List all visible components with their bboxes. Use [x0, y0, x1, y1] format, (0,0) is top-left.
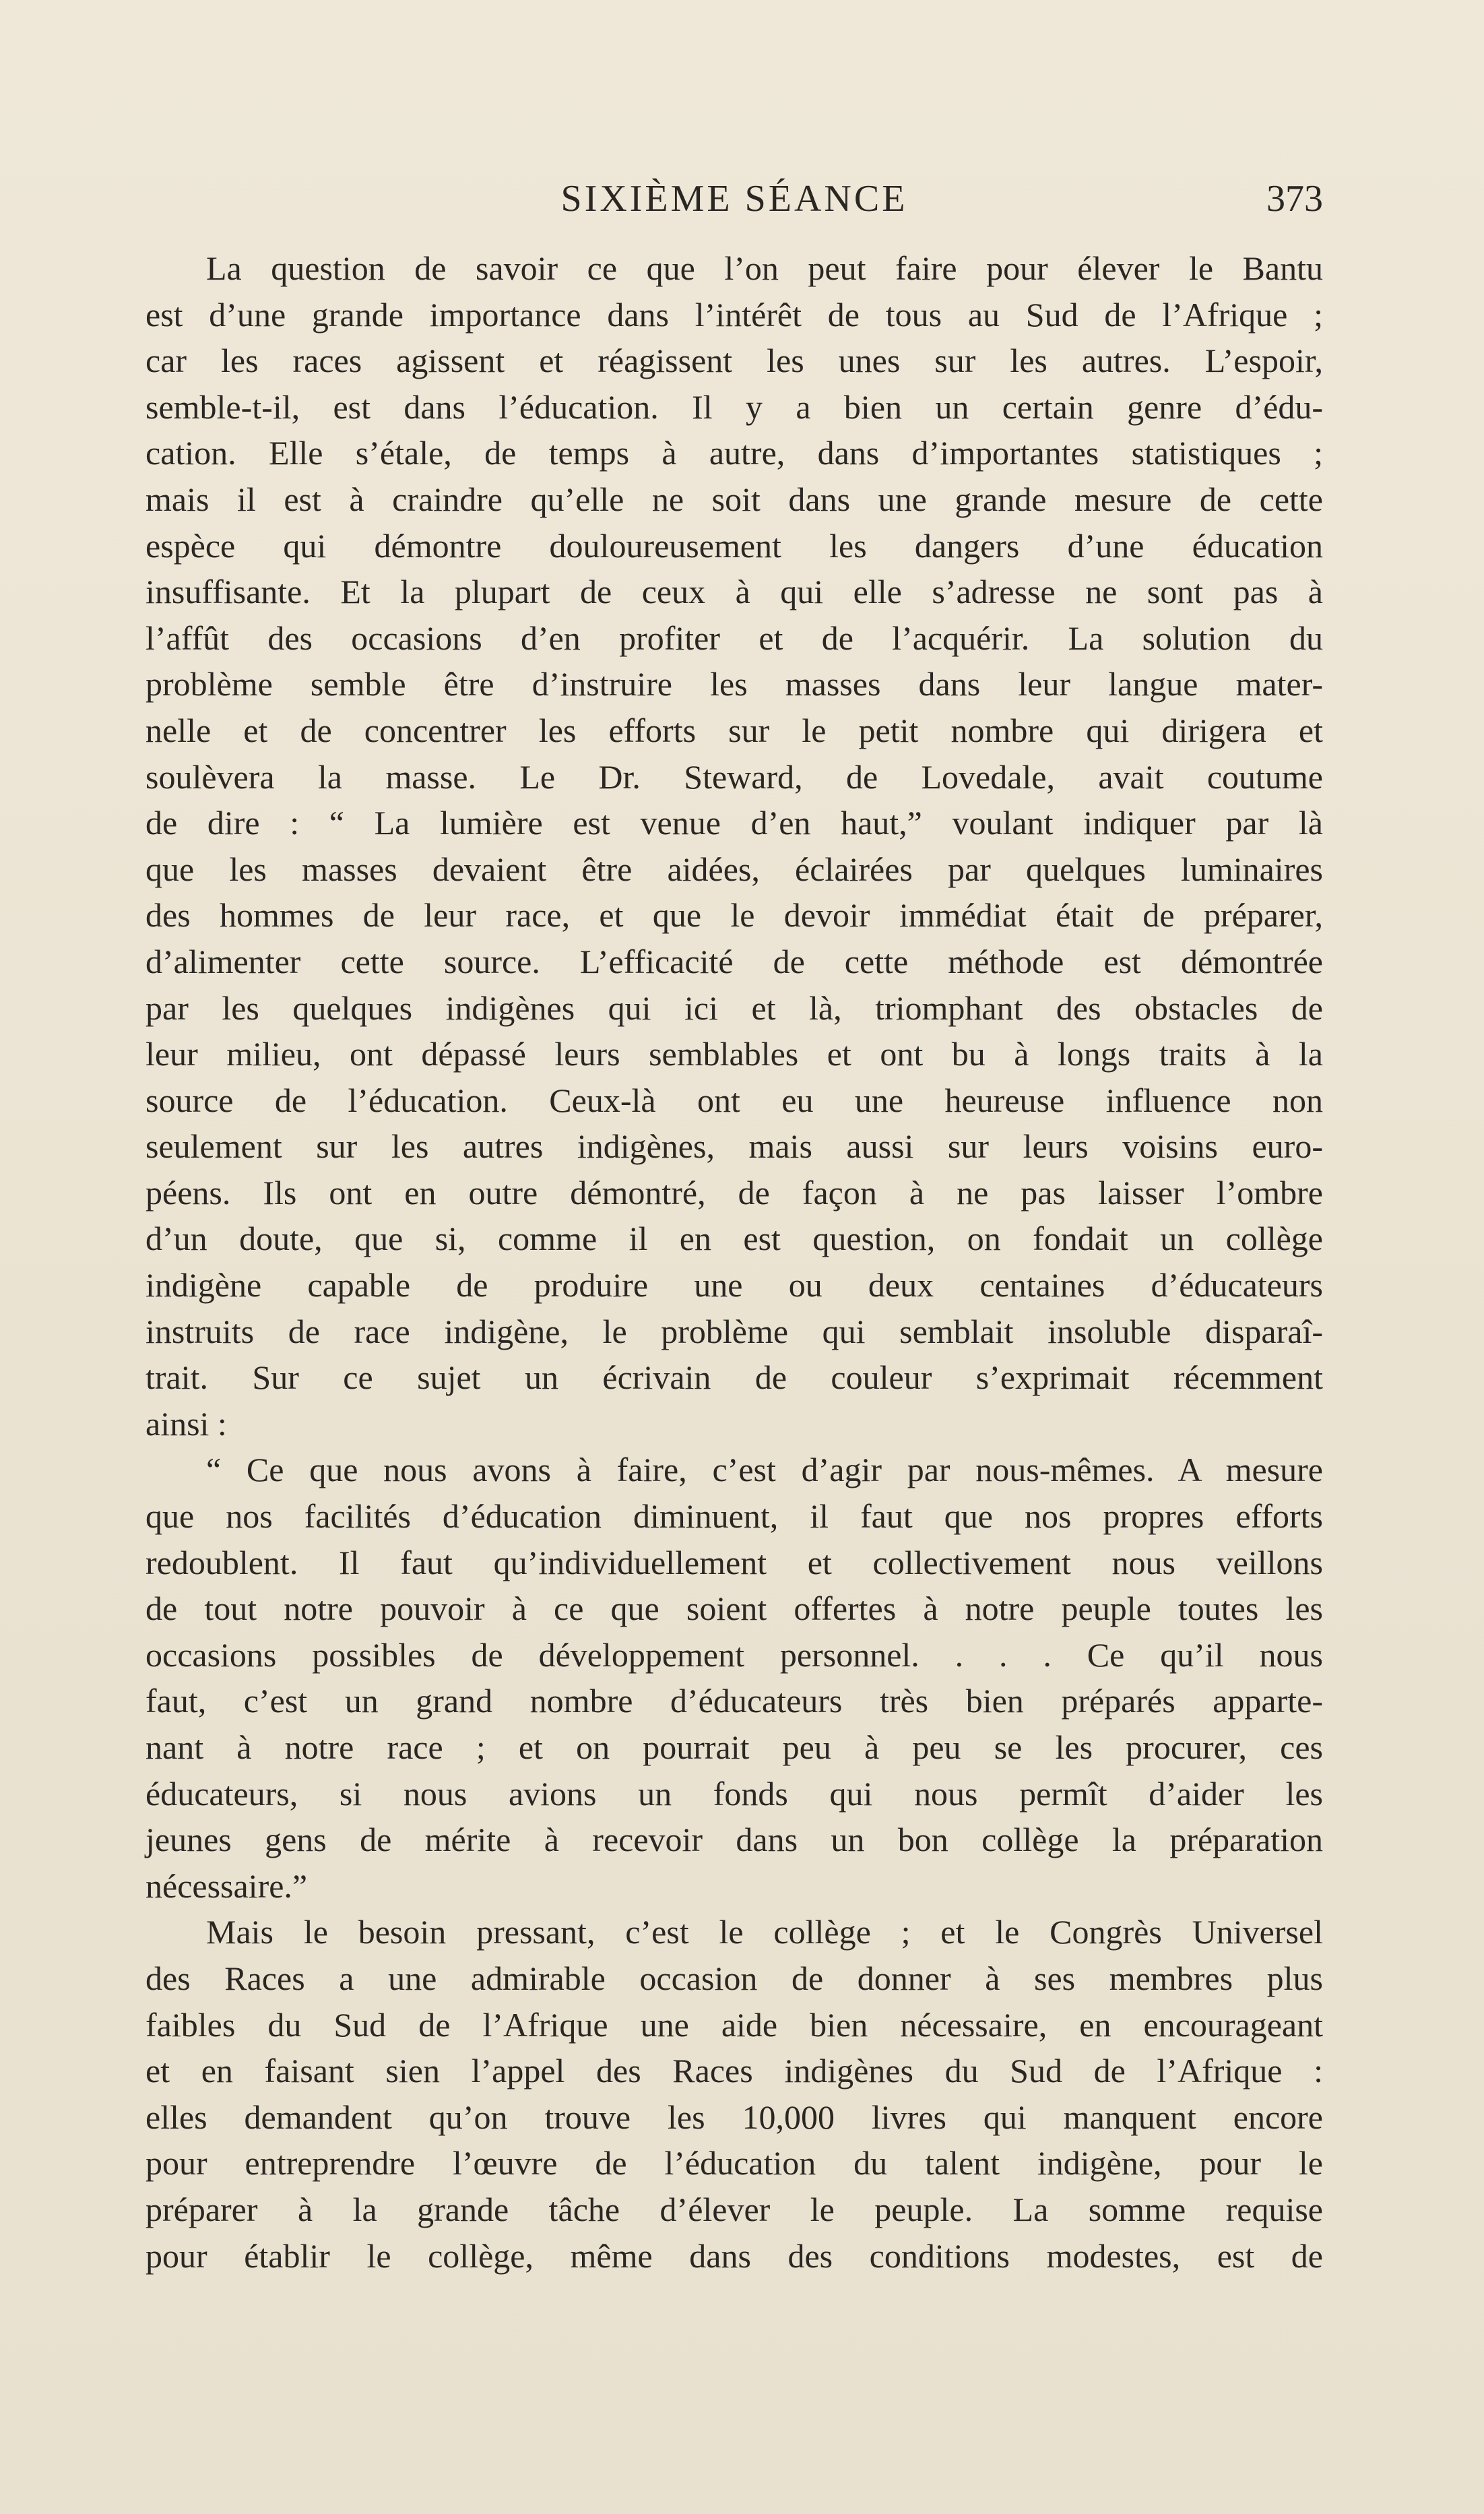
text-line: jeunes gens de mérite à recevoir dans un bon collège la préparation: [146, 1821, 1323, 1859]
paragraph-3: [146, 1909, 1323, 2279]
text-line: de tout notre pouvoir à ce que soient offertes à notre peuple toutes les: [146, 1590, 1323, 1628]
text-line: insuffisante. Et la plupart de ceux à qui elle s’adresse ne sont pas à: [146, 573, 1323, 611]
text-line: semble-t-il, est dans l’éducation. Il y a bien un certain genre d’édu-: [146, 387, 1323, 426]
text-line: ainsi :: [146, 1404, 227, 1443]
text-line: cation. Elle s’étale, de temps à autre, dans d’importantes statistiques ;: [146, 434, 1323, 472]
text-line: et en faisant sien l’appel des Races indigènes du Sud de l’Afrique :: [146, 2052, 1323, 2090]
text-line: faibles du Sud de l’Afrique une aide bien nécessaire, en encourageant: [146, 2005, 1323, 2044]
text-line: problème semble être d’instruire les masses dans leur langue mater-: [146, 665, 1323, 703]
text-line: préparer à la grande tâche d’élever le peuple. La somme requise: [146, 2190, 1323, 2228]
text-line: d’alimenter cette source. L’efficacité de cette méthode est démontrée: [146, 942, 1323, 980]
text-line: nécessaire.”: [146, 1866, 308, 1905]
text-line: trait. Sur ce sujet un écrivain de couleur s’exprimait récemment: [146, 1358, 1323, 1397]
text-line: car les races agissent et réagissent les unes sur les autres. L’espoir,: [146, 342, 1323, 380]
text-line: espèce qui démontre douloureusement les dangers d’une éducation: [146, 526, 1323, 565]
paragraph-2-quotation: [146, 1447, 1323, 1909]
text-line: nant à notre race ; et on pourrait peu à peu se les procurer, ces: [146, 1728, 1323, 1766]
text-line: des hommes de leur race, et que le devoir immédiat était de préparer,: [146, 896, 1323, 935]
text-line: que nos facilités d’éducation diminuent, il faut que nos propres efforts: [146, 1497, 1323, 1536]
text-line: indigène capable de produire une ou deux centaines d’éducateurs: [146, 1266, 1323, 1305]
chapter-title: SIXIÈME SÉANCE: [560, 178, 908, 220]
text-line: l’affût des occasions d’en profiter et de l’acquérir. La solution du: [146, 619, 1323, 657]
text-line: Mais le besoin pressant, c’est le collège ; et le Congrès Universel: [206, 1913, 1323, 1951]
text-line: “ Ce que nous avons à faire, c’est d’agir par nous-mêmes. A mesure: [206, 1451, 1323, 1489]
text-line: source de l’éducation. Ceux-là ont eu une heureuse influence non: [146, 1081, 1323, 1119]
page-number: 373: [1266, 178, 1323, 220]
text-line: pour entreprendre l’œuvre de l’éducation du talent indigène, pour le: [146, 2144, 1323, 2182]
text-line: que les masses devaient être aidées, éclairées par quelques luminaires: [146, 850, 1323, 888]
text-line: leur milieu, ont dépassé leurs semblables et ont bu à longs traits à la: [146, 1035, 1323, 1073]
paragraph-1: [146, 245, 1323, 1447]
text-line: d’un doute, que si, comme il en est question, on fondait un collège: [146, 1220, 1323, 1258]
body-text: [146, 245, 1323, 2279]
text-line: est d’une grande importance dans l’intérêt de tous au Sud de l’Afrique ;: [146, 295, 1323, 334]
text-line: mais il est à craindre qu’elle ne soit dans une grande mesure de cette: [146, 480, 1323, 518]
text-line: faut, c’est un grand nombre d’éducateurs très bien préparés apparte-: [146, 1682, 1323, 1720]
text-line: instruits de race indigène, le problème qui semblait insoluble disparaî-: [146, 1312, 1323, 1350]
running-head: [146, 177, 1323, 221]
text-line: des Races a une admirable occasion de donner à ses membres plus: [146, 1959, 1323, 1997]
text-line: redoublent. Il faut qu’individuellement et collectivement nous veillons: [146, 1543, 1323, 1581]
text-line: nelle et de concentrer les efforts sur le petit nombre qui dirigera et: [146, 711, 1323, 749]
text-line: occasions possibles de développement personnel. . . . Ce qu’il nous: [146, 1635, 1323, 1674]
text-line: péens. Ils ont en outre démontré, de façon à ne pas laisser l’ombre: [146, 1173, 1323, 1212]
text-line: de dire : “ La lumière est venue d’en haut,” voulant indiquer par là: [146, 804, 1323, 842]
text-line: par les quelques indigènes qui ici et là, triomphant des obstacles de: [146, 988, 1323, 1027]
text-line: pour établir le collège, même dans des conditions modestes, est de: [146, 2236, 1323, 2275]
text-line: La question de savoir ce que l’on peut faire pour élever le Bantu: [206, 249, 1323, 287]
text-line: soulèvera la masse. Le Dr. Steward, de Lovedale, avait coutume: [146, 757, 1323, 796]
text-line: elles demandent qu’on trouve les 10,000 livres qui manquent encore: [146, 2098, 1323, 2136]
text-line: seulement sur les autres indigènes, mais aussi sur leurs voisins euro-: [146, 1127, 1323, 1166]
text-line: éducateurs, si nous avions un fonds qui nous permît d’aider les: [146, 1774, 1323, 1813]
